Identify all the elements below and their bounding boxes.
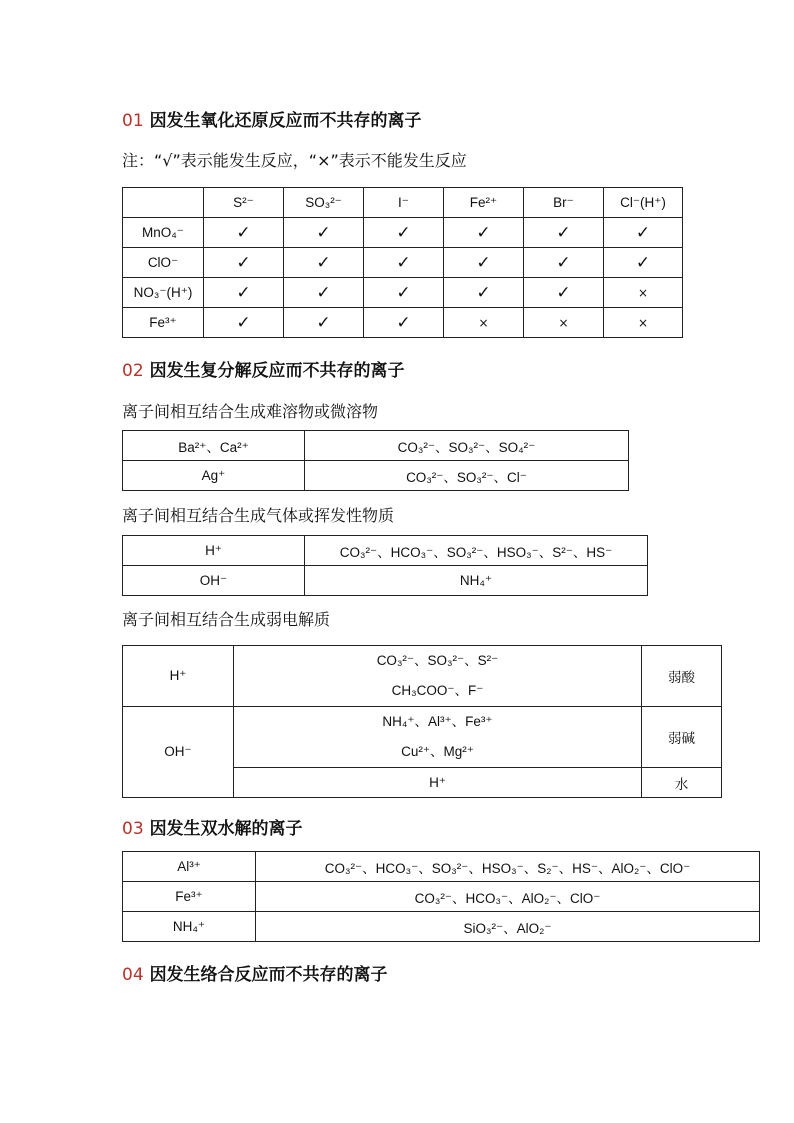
subheading-gas: 离子间相互结合生成气体或挥发性物质 [122, 506, 395, 525]
ion-cell: OH⁻ [123, 707, 234, 798]
check-icon: ✓ [364, 248, 444, 278]
ion-cell: Ag⁺ [123, 461, 305, 491]
ions-cell: SiO₃²⁻、AlO₂⁻ [256, 912, 760, 942]
check-icon: ✓ [444, 278, 524, 308]
weak-electrolyte-table [122, 645, 722, 798]
type-cell: 弱碱 [642, 707, 722, 768]
ions-cell: H⁺ [234, 768, 642, 798]
check-icon: ✓ [364, 218, 444, 248]
table-row [123, 218, 683, 248]
ions-cell: CO₃²⁻、SO₃²⁻、Cl⁻ [305, 461, 629, 491]
check-icon: ✓ [204, 278, 284, 308]
section-01-heading [122, 106, 422, 131]
ion-cell: Al³⁺ [123, 852, 256, 882]
gas-table [122, 535, 648, 596]
redox-table [122, 187, 683, 338]
table-header-row [123, 188, 683, 218]
ions-cell: CO₃²⁻、HCO₃⁻、AlO₂⁻、ClO⁻ [256, 882, 760, 912]
ions-cell: CO₃²⁻、HCO₃⁻、SO₃²⁻、HSO₃⁻、S²⁻、HS⁻ [305, 536, 648, 566]
ion-cell: Fe³⁺ [123, 882, 256, 912]
check-icon: ✓ [524, 248, 604, 278]
cross-icon: × [444, 308, 524, 338]
cross-icon: × [604, 278, 683, 308]
precipitate-table [122, 430, 629, 491]
table-row [123, 707, 722, 768]
header-cell: I⁻ [364, 188, 444, 218]
subheading-weak-electrolyte: 离子间相互结合生成弱电解质 [122, 610, 331, 629]
table-row [123, 278, 683, 308]
check-icon: ✓ [444, 218, 524, 248]
cross-icon: × [524, 308, 604, 338]
header-cell: Br⁻ [524, 188, 604, 218]
header-cell: S²⁻ [204, 188, 284, 218]
header-cell: Fe²⁺ [444, 188, 524, 218]
type-cell: 弱酸 [642, 646, 722, 707]
table-row [123, 646, 722, 707]
type-cell: 水 [642, 768, 722, 798]
section-number: 04 [122, 965, 144, 985]
section-title: 因发生络合反应而不共存的离子 [149, 965, 388, 985]
check-icon: ✓ [524, 278, 604, 308]
ions-cell: NH₄⁺ [305, 566, 648, 596]
check-icon: ✓ [204, 248, 284, 278]
ion-cell: H⁺ [123, 536, 305, 566]
header-cell: SO₃²⁻ [284, 188, 364, 218]
legend-note: 注：“√”表示能发生反应，“×”表示不能发生反应 [122, 151, 467, 170]
table-row [123, 882, 760, 912]
row-label: MnO₄⁻ [123, 218, 204, 248]
ions-line: CO₃²⁻、SO₃²⁻、S²⁻ [376, 653, 499, 668]
section-title: 因发生双水解的离子 [149, 819, 303, 839]
row-label: NO₃⁻(H⁺) [123, 278, 204, 308]
check-icon: ✓ [364, 278, 444, 308]
section-title: 因发生复分解反应而不共存的离子 [149, 361, 405, 381]
ions-line: CH₃COO⁻、F⁻ [391, 683, 484, 698]
table-row [123, 852, 760, 882]
section-02-heading [122, 356, 405, 381]
check-icon: ✓ [604, 218, 683, 248]
ions-cell [234, 646, 642, 707]
header-cell [123, 188, 204, 218]
hydrolysis-table [122, 851, 760, 942]
ion-cell: Ba²⁺、Ca²⁺ [123, 431, 305, 461]
ions-line: Cu²⁺、Mg²⁺ [401, 744, 474, 759]
table-row [123, 431, 629, 461]
check-icon: ✓ [284, 308, 364, 338]
ions-cell: CO₃²⁻、HCO₃⁻、SO₃²⁻、HSO₃⁻、S₂⁻、HS⁻、AlO₂⁻、ClO⁻ [256, 852, 760, 882]
cross-icon: × [604, 308, 683, 338]
table-row [123, 461, 629, 491]
section-04-heading [122, 960, 388, 985]
ions-cell: CO₃²⁻、SO₃²⁻、SO₄²⁻ [305, 431, 629, 461]
check-icon: ✓ [364, 308, 444, 338]
header-cell: Cl⁻(H⁺) [604, 188, 683, 218]
check-icon: ✓ [604, 248, 683, 278]
table-row [123, 248, 683, 278]
check-icon: ✓ [444, 248, 524, 278]
check-icon: ✓ [204, 218, 284, 248]
section-number: 01 [122, 111, 144, 131]
section-03-heading [122, 814, 303, 839]
subheading-precipitate: 离子间相互结合生成难溶物或微溶物 [122, 402, 379, 421]
row-label: ClO⁻ [123, 248, 204, 278]
table-row [123, 912, 760, 942]
section-number: 02 [122, 361, 144, 381]
ion-cell: NH₄⁺ [123, 912, 256, 942]
ion-cell: OH⁻ [123, 566, 305, 596]
row-label: Fe³⁺ [123, 308, 204, 338]
ions-cell [234, 707, 642, 768]
table-row [123, 308, 683, 338]
section-title: 因发生氧化还原反应而不共存的离子 [149, 111, 422, 131]
table-row [123, 566, 648, 596]
table-row [123, 536, 648, 566]
ions-line: NH₄⁺、Al³⁺、Fe³⁺ [382, 714, 493, 729]
check-icon: ✓ [284, 248, 364, 278]
check-icon: ✓ [284, 218, 364, 248]
check-icon: ✓ [524, 218, 604, 248]
ion-cell: H⁺ [123, 646, 234, 707]
section-number: 03 [122, 819, 144, 839]
check-icon: ✓ [284, 278, 364, 308]
check-icon: ✓ [204, 308, 284, 338]
